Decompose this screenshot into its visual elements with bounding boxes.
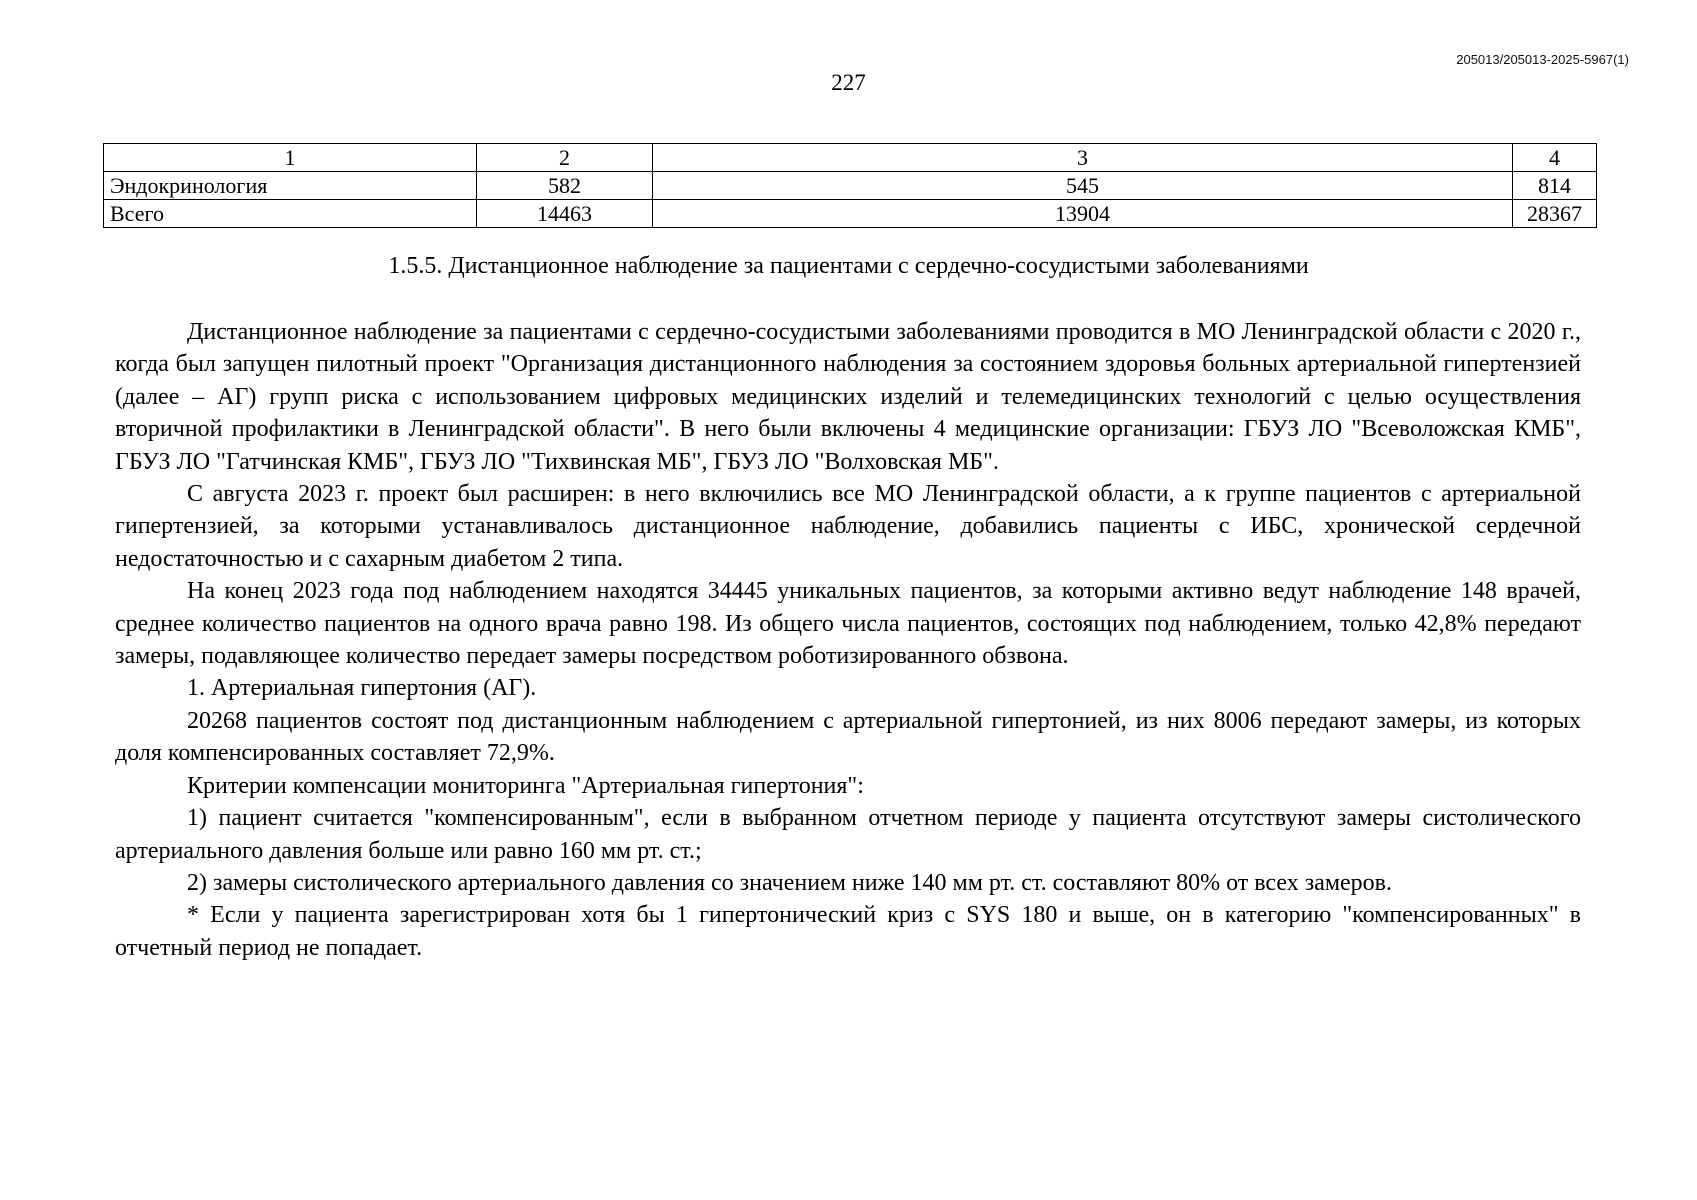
table-header-cell: 1	[104, 144, 477, 172]
paragraph: На конец 2023 года под наблюдением находятся 34445 уникальных пациентов, за которыми активно ведут наблюдение 148 врачей, среднее количество пациентов на одного врача равно 198. Из общего числа пациентов, состоящих под наблюдением, только 42,8% передают замеры, подавляющее количество передает замеры посредством роботизированного обзвона.	[115, 578, 1581, 670]
table-header-cell: 4	[1513, 144, 1597, 172]
table-row	[104, 172, 1597, 200]
paragraph: 2) замеры систолического артериального давления со значением ниже 140 мм рт. ст. составляют 80% от всех замеров.	[187, 869, 1393, 896]
page-number: 227	[831, 70, 866, 95]
table-cell: 545	[653, 172, 1513, 200]
table-header-cell: 3	[653, 144, 1513, 172]
table-cell: 28367	[1513, 200, 1597, 228]
table-header-cell: 2	[477, 144, 653, 172]
table-header-row	[104, 144, 1597, 172]
data-table	[103, 143, 1597, 228]
table-cell: Эндокринология	[104, 172, 477, 200]
paragraph: 20268 пациентов состоят под дистанционным наблюдением с артериальной гипертонией, из них 8006 передают замеры, из которых доля компенсированных составляет 72,9%.	[115, 707, 1581, 767]
paragraph: Критерии компенсации мониторинга "Артериальная гипертония":	[187, 772, 864, 799]
paragraph: 1) пациент считается "компенсированным", если в выбранном отчетном периоде у пациента отсутствуют замеры систолического артериального давления больше или равно 160 мм рт. ст.;	[115, 805, 1581, 864]
body-text	[115, 316, 1581, 964]
table-row	[104, 200, 1597, 228]
table-cell: 814	[1513, 172, 1597, 200]
paragraph: Дистанционное наблюдение за пациентами с сердечно-сосудистыми заболеваниями проводится в МО Ленинградской области с 2020 г., когда был запущен пилотный проект "Организация дистанционного наблюдения за состоянием здоровья больных артериальной гипертензией (далее – АГ) групп риска с использованием цифровых медицинских изделий и телемедицинских технологий с целью осуществления вторичной профилактики в Ленинградской области". В него были включены 4 медицинские организации: ГБУЗ ЛО "Всеволожская КМБ", ГБУЗ ЛО "Гатчинская КМБ", ГБУЗ ЛО "Тихвинская МБ", ГБУЗ ЛО "Волховская МБ".	[115, 319, 1581, 475]
section-heading: 1.5.5. Дистанционное наблюдение за пациентами с сердечно-сосудистыми заболеваниями	[388, 253, 1309, 279]
paragraph: С августа 2023 г. проект был расширен: в него включились все МО Ленинградской области, а к группе пациентов с артериальной гипертензией, за которыми устанавливалось дистанционное наблюдение, добавились пациенты с ИБС, хронической сердечной недостаточностью и с сахарным диабетом 2 типа.	[115, 481, 1581, 572]
paragraph: 1. Артериальная гипертония (АГ).	[187, 675, 537, 702]
table-cell: 14463	[477, 200, 653, 228]
paragraph: * Если у пациента зарегистрирован хотя бы 1 гипертонический криз с SYS 180 и выше, он в категорию "компенсированных" в отчетный период не попадает.	[115, 902, 1581, 961]
document-id: 205013/205013-2025-5967(1)	[1456, 52, 1629, 67]
table-cell: Всего	[104, 200, 477, 228]
table-cell: 13904	[653, 200, 1513, 228]
table-cell: 582	[477, 172, 653, 200]
